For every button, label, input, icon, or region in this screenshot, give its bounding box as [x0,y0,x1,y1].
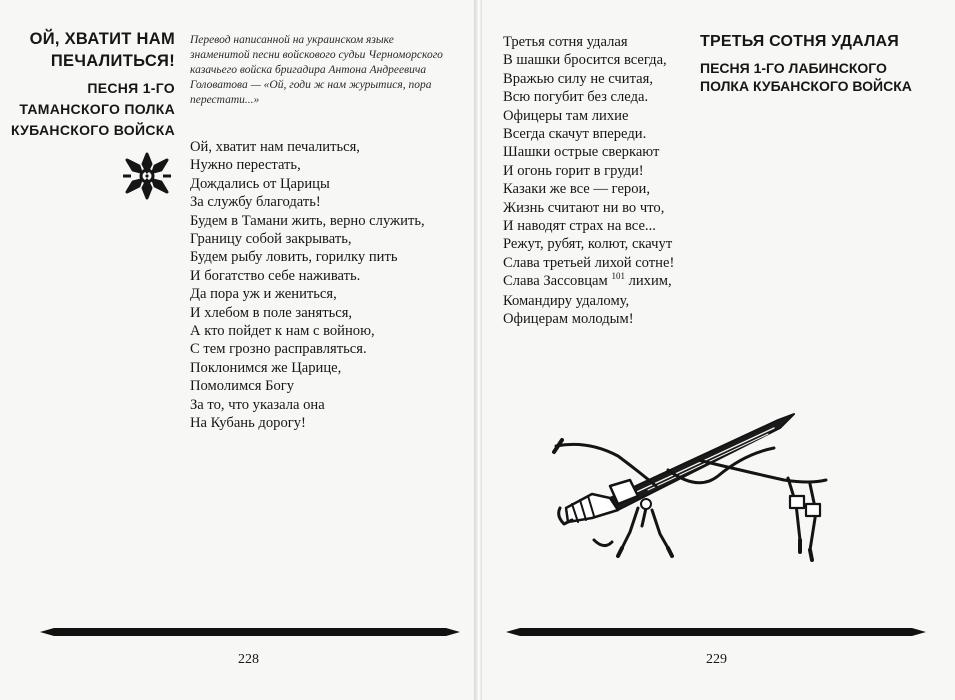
poem-line: Всегда скачут впереди. [503,126,647,143]
right-decorative-rule [506,624,926,640]
right-poem [503,33,674,329]
left-page-number: 228 [238,652,259,667]
poem-line-with-footnote [503,272,674,291]
poem-line-text: Слава Засcовцам [503,273,608,290]
cossack-saber-illustration [548,400,848,570]
poem-line: Офицеры там лихие [503,107,629,124]
right-song-subtitle: ПЕСНЯ 1-ГО ЛАБИНСКОГО ПОЛКА КУБАНСКОГО ВОЙСКА [700,60,912,94]
left-song-title: ОЙ, ХВАТИТ НАМ ПЕЧАЛИТЬСЯ! [29,30,175,70]
poem-line: Слава третьей лихой сотне! [503,254,675,271]
poem-line: Жизнь считают ни во что, [503,199,665,216]
left-decorative-rule [40,624,460,640]
poem-line: Будем рыбу ловить, горилку пить [190,249,398,266]
poem-line: Вражью силу не считая, [503,70,653,87]
poem-line: Третья сотня удалая [503,34,628,50]
book-gutter [474,0,482,700]
poem-line: Границу собой закрывать, [190,231,352,248]
right-song-title: ТРЕТЬЯ СОТНЯ УДАЛАЯ [700,33,899,50]
poem-line: За то, что указала она [190,396,325,413]
translation-note: Перевод написанной на украинском языке знаменитой песни войскового судьи Черноморского казачьего войска бригадира Антона Андреевича Головатова — «Ой, годи ж нам журытися, пора перестати...» [190,34,443,106]
poem-line: Казаки же все — герои, [503,181,650,198]
left-song-subtitle: ПЕСНЯ 1-ГО ТАМАНСКОГО ПОЛКА КУБАНСКОГО ВОЙСКА [10,80,175,138]
poem-line: Помолимся Богу [190,378,295,395]
poem-line: И огонь горит в груди! [503,162,644,179]
poem-line-tail: лихим, [624,273,672,290]
poem-line: Дождались от Царицы [190,175,330,192]
poem-line: Офицерам молодым! [503,311,634,328]
poem-line: В шашки бросится всегда, [503,52,667,69]
poem-line: Поклонимся же Царице, [190,359,342,376]
poem-line: А кто пойдет к нам с войною, [190,323,375,340]
poem-line: Да пора уж и жениться, [190,286,337,303]
poem-line: Командиру удалому, [503,292,630,309]
poem-line: Шашки острые сверкают [503,144,660,161]
right-page-number: 229 [706,652,727,667]
poem-line: Всю погубит без следа. [503,89,649,106]
poem-line: За службу благодать! [190,194,321,211]
footnote-ref: 101 [611,271,625,282]
poem-line: И богатство себе наживать. [190,267,361,284]
poem-line: И хлебом в поле заняться, [190,304,353,321]
poem-line: Будем в Тамани жить, верно служить, [190,212,425,229]
poem-line: Ой, хватит нам печалиться, [190,139,360,155]
poem-line: С тем грозно расправляться. [190,341,367,358]
poem-line: На Кубань дорогу! [190,415,306,432]
poem-line: Режут, рубят, колют, скачут [503,236,673,253]
left-song-heading [10,28,175,141]
flower-ornament-icon [121,150,173,202]
right-song-heading [700,32,930,95]
poem-line: Нужно перестать, [190,157,301,174]
left-poem [190,138,425,433]
poem-line: И наводят страх на все... [503,218,656,235]
